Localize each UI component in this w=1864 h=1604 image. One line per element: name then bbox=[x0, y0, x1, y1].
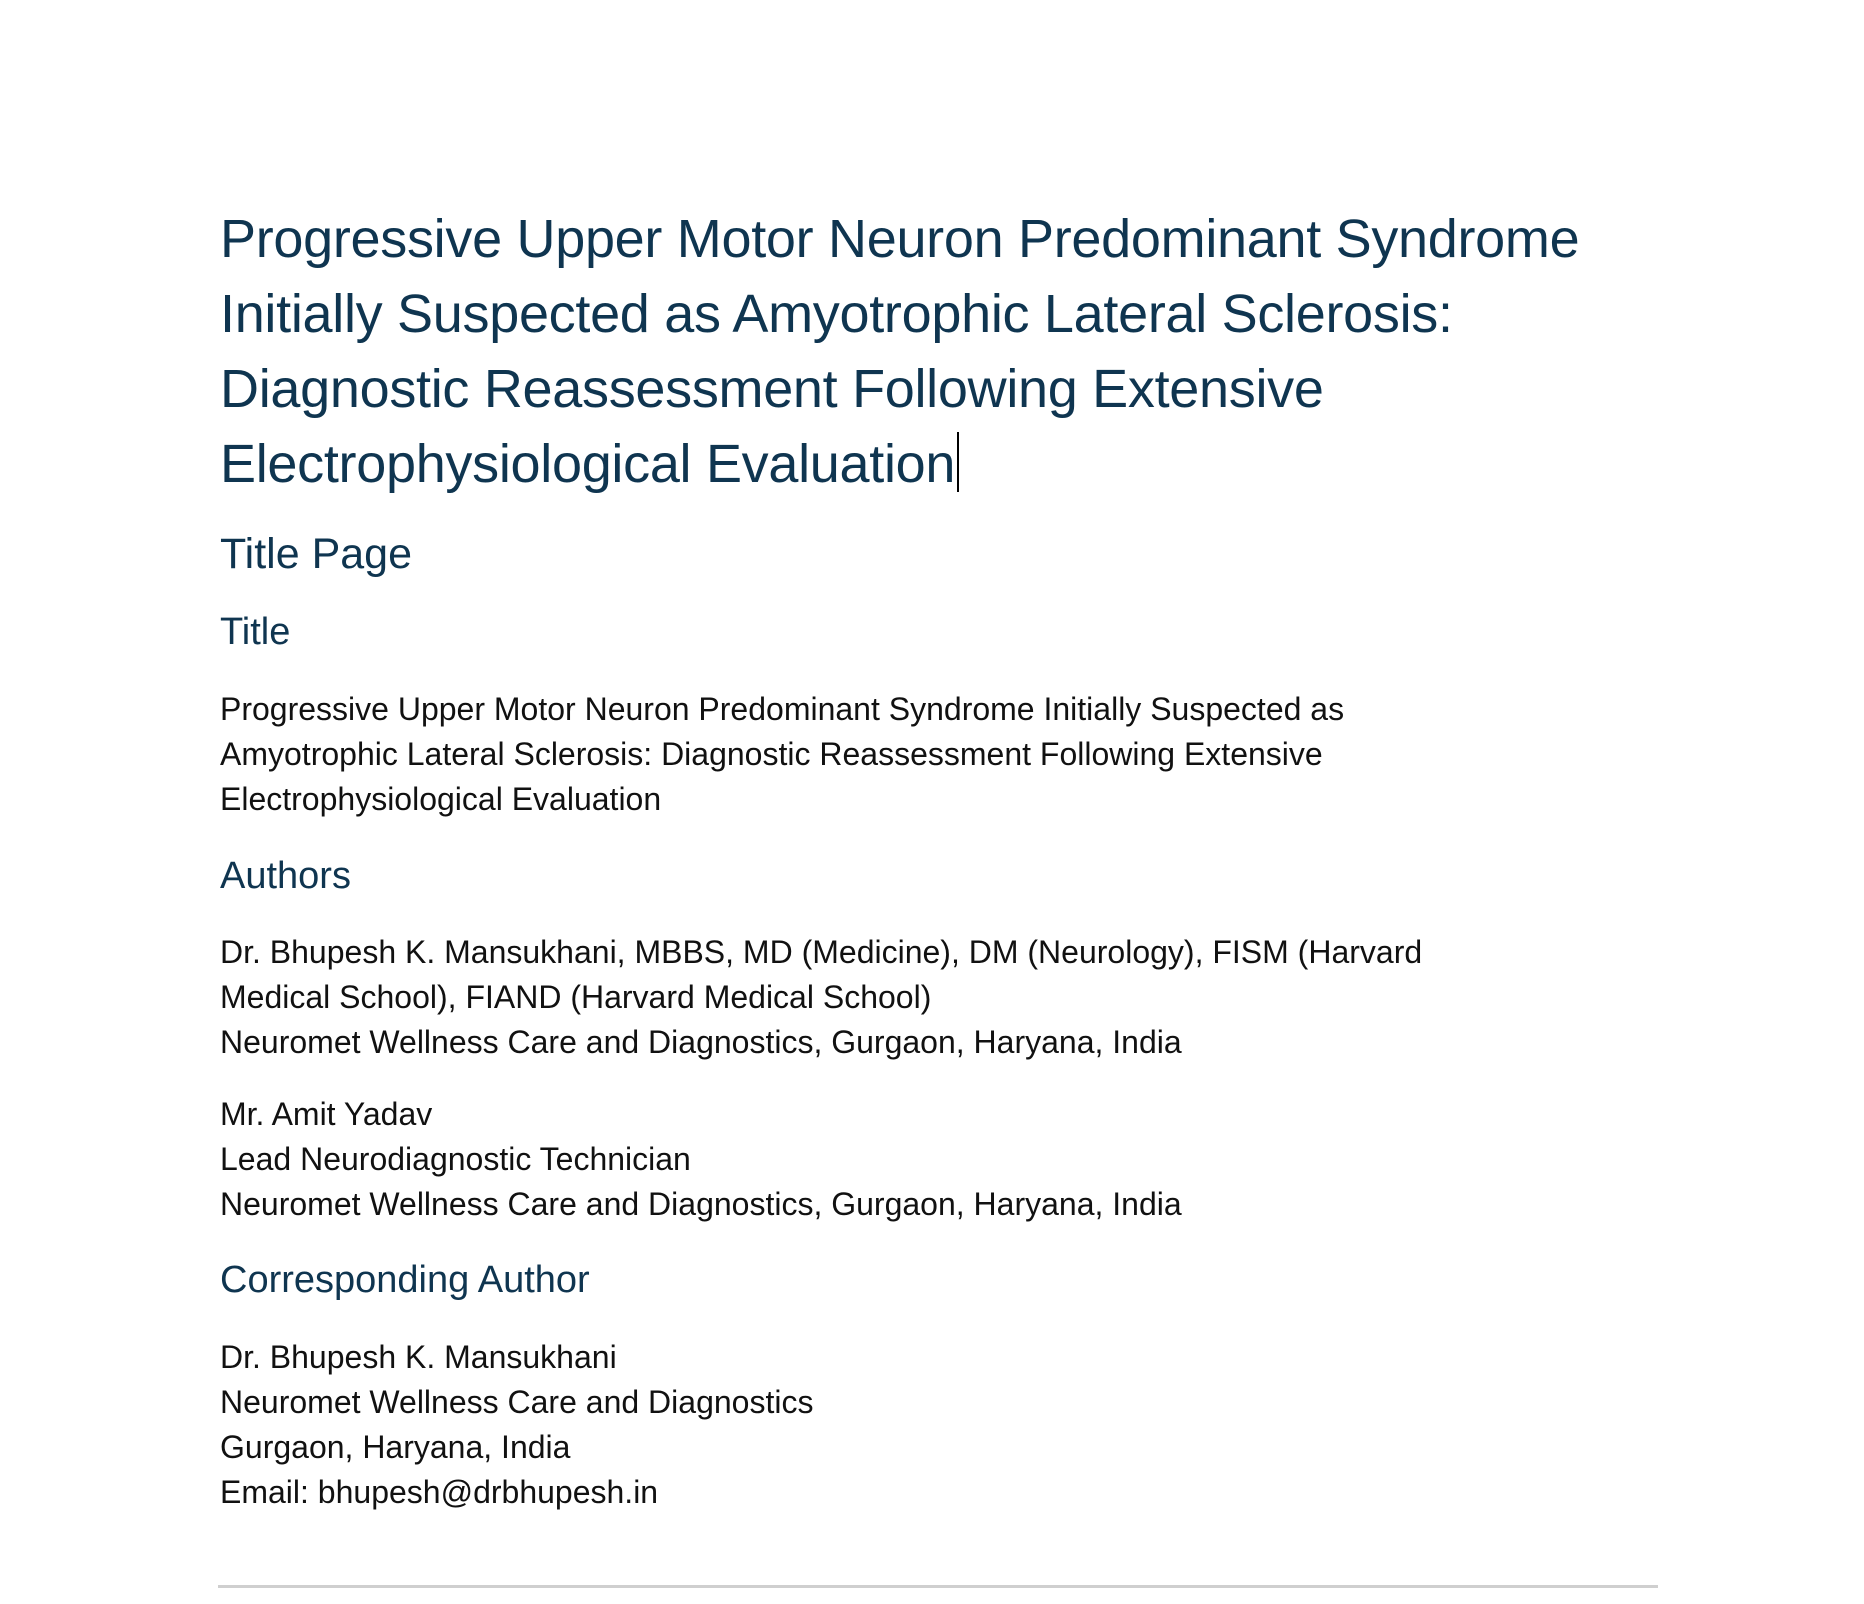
subheading-title: Title bbox=[220, 611, 291, 653]
author-1-paragraph bbox=[220, 930, 1660, 1065]
section-heading-title-page: Title Page bbox=[220, 530, 413, 578]
corresponding-author-email[interactable]: Email: bhupesh@drbhupesh.in bbox=[220, 1474, 659, 1510]
main-title-line-3: Diagnostic Reassessment Following Extensive bbox=[220, 359, 1324, 419]
author-1-line: Dr. Bhupesh K. Mansukhani, MBBS, MD (Medicine), DM (Neurology), FISM (Harvard bbox=[220, 934, 1423, 970]
text-cursor bbox=[957, 432, 959, 492]
main-title-line-2: Initially Suspected as Amyotrophic Lateral Sclerosis: bbox=[220, 284, 1453, 344]
main-title-line-4: Electrophysiological Evaluation bbox=[220, 434, 956, 494]
corresponding-author-line: Neuromet Wellness Care and Diagnostics bbox=[220, 1384, 814, 1420]
document-main-title[interactable] bbox=[220, 202, 1660, 502]
author-1-line: Medical School), FIAND (Harvard Medical School) bbox=[220, 979, 932, 1015]
author-2-line: Lead Neurodiagnostic Technician bbox=[220, 1141, 691, 1177]
title-text-paragraph bbox=[220, 687, 1660, 822]
author-2-line: Mr. Amit Yadav bbox=[220, 1096, 433, 1132]
author-2-line: Neuromet Wellness Care and Diagnostics, Gurgaon, Haryana, India bbox=[220, 1186, 1182, 1222]
subheading-corresponding-author: Corresponding Author bbox=[220, 1259, 590, 1301]
title-text-line: Amyotrophic Lateral Sclerosis: Diagnostic Reassessment Following Extensive bbox=[220, 736, 1323, 772]
subheading-authors: Authors bbox=[220, 855, 351, 897]
page-divider bbox=[218, 1585, 1658, 1588]
title-text-line: Progressive Upper Motor Neuron Predominant Syndrome Initially Suspected as bbox=[220, 691, 1345, 727]
corresponding-author-line: Gurgaon, Haryana, India bbox=[220, 1429, 571, 1465]
corresponding-author-line: Dr. Bhupesh K. Mansukhani bbox=[220, 1339, 617, 1375]
main-title-line-1: Progressive Upper Motor Neuron Predominant Syndrome bbox=[220, 209, 1580, 269]
corresponding-author-paragraph bbox=[220, 1335, 1660, 1515]
title-text-line: Electrophysiological Evaluation bbox=[220, 781, 662, 817]
author-2-paragraph bbox=[220, 1092, 1660, 1227]
author-1-line: Neuromet Wellness Care and Diagnostics, Gurgaon, Haryana, India bbox=[220, 1024, 1182, 1060]
